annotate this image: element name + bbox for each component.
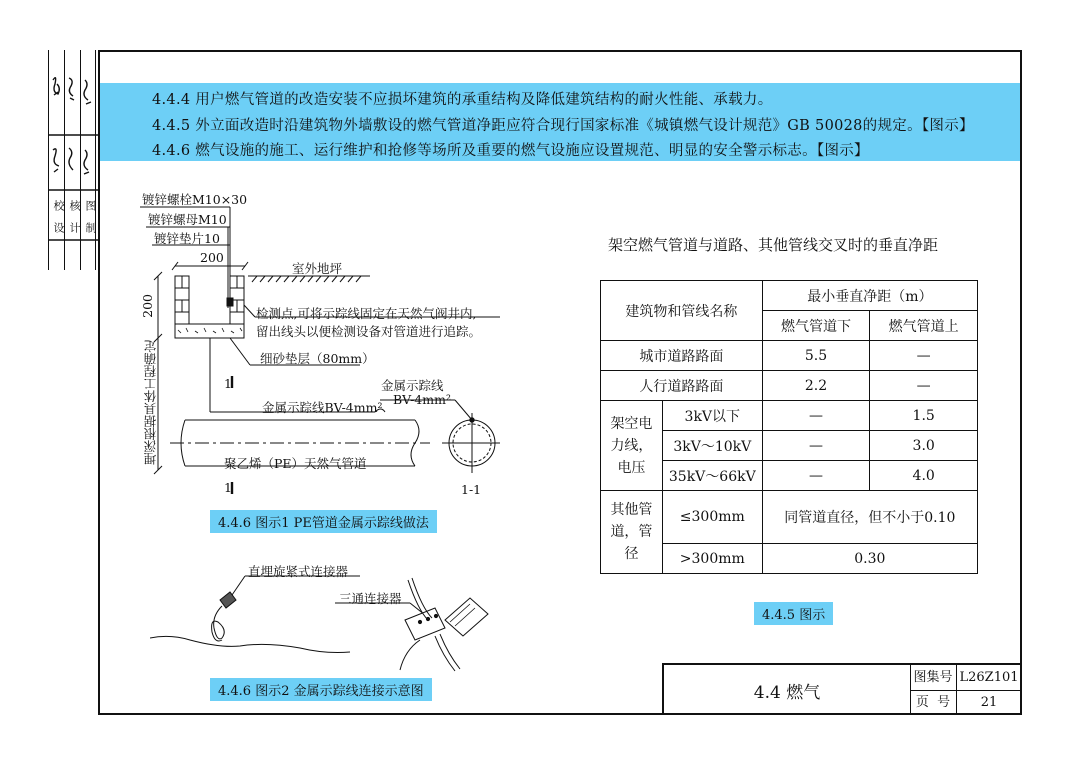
approval-label: 设 (52, 222, 65, 233)
header-min: 最小垂直净距（m） (762, 281, 977, 311)
approval-label: 制 (84, 222, 97, 233)
cell-below: 2.2 (762, 371, 870, 401)
cell-above: 1.5 (870, 401, 978, 431)
table-header-row (601, 281, 978, 311)
section-mark-top: 1 (224, 376, 232, 391)
cell-name: 3kV以下 (662, 401, 762, 431)
table-row (601, 401, 978, 431)
cell-name: >300mm (662, 544, 762, 574)
cell-above: — (870, 341, 978, 371)
label-connector-tee: 三通连接器 (339, 591, 402, 606)
cell-below: — (762, 461, 870, 491)
table-title: 架空燃气管道与道路、其他管线交叉时的垂直净距 (608, 236, 939, 254)
label-nut: 镀锌螺母M10 (148, 212, 227, 227)
cell-name: 3kV～10kV (662, 431, 762, 461)
label-tracer-right-2: BV-4mm² (393, 392, 451, 407)
clause-band (100, 83, 1020, 161)
clause-4-4-6: 4.4.6 燃气设施的施工、运行维护和抢修等场所及重要的燃气设施应设置规范、明显的安全警示标志。【图示】 (152, 143, 869, 159)
page-number: 21 (980, 695, 998, 710)
cell-above: 3.0 (870, 431, 978, 461)
cell-group-power: 架空电力线，电压 (601, 401, 663, 491)
table-row (601, 341, 978, 371)
figure1-caption: 4.4.6 图示1 PE管道金属示踪线做法 (210, 510, 437, 533)
table-row (601, 491, 978, 544)
label-tracer-right-1: 金属示踪线 (381, 378, 444, 393)
header-above: 燃气管道上 (870, 311, 978, 341)
cell-name: 人行道路路面 (601, 371, 763, 401)
cell-above: — (870, 371, 978, 401)
approval-label: 核 (68, 200, 81, 211)
cell-name: 35kV～66kV (662, 461, 762, 491)
header-name: 建筑物和管线名称 (601, 281, 763, 341)
label-connector-direct: 直埋旋紧式连接器 (248, 564, 349, 579)
dimension-height: 200 (140, 294, 155, 318)
clearance-table (600, 280, 978, 574)
approval-label: 校 (52, 200, 65, 211)
table-caption: 4.4.5 图示 (754, 602, 833, 625)
header-below: 燃气管道下 (762, 311, 870, 341)
label-tracer-left: 金属示踪线BV-4mm² (262, 400, 383, 415)
figure2-caption: 4.4.6 图示2 金属示踪线连接示意图 (210, 678, 432, 701)
section-mark-bottom: 1 (224, 480, 232, 495)
cell-group-other: 其他管道，管径 (601, 491, 663, 574)
section-label: 1-1 (461, 482, 482, 497)
clause-4-4-4: 4.4.4 用户燃气管道的改造安装不应损坏建筑的承重结构及降低建筑结构的耐火性能、承载力。 (152, 92, 773, 108)
label-checkpoint-2: 留出线头以便检测设备对管道进行追踪。 (256, 324, 482, 339)
cell-value: 0.30 (762, 544, 977, 574)
approval-strip (48, 50, 98, 270)
sheet-title: 4.4 燃气 (664, 665, 911, 715)
cell-name: ≤300mm (662, 491, 762, 544)
approval-label: 计 (68, 222, 81, 233)
atlas-number: L26Z101 (956, 665, 1022, 691)
dimension-width: 200 (200, 250, 224, 265)
clause-4-4-5: 4.4.5 外立面改造时沿建筑物外墙敷设的燃气管道净距应符合现行国家标准《城镇燃气设计规范》GB 50028的规定。【图示】 (152, 118, 974, 134)
cell-name: 城市道路路面 (601, 341, 763, 371)
atlas-label: 图集号 (910, 665, 957, 691)
label-pipe: 聚乙烯（PE）天然气管道 (224, 456, 367, 471)
title-block (662, 663, 1022, 715)
page-label: 页 号 (910, 690, 957, 715)
label-sand: 细砂垫层（80mm） (260, 351, 375, 366)
cell-below: 5.5 (762, 341, 870, 371)
table-row (601, 371, 978, 401)
label-depth: 埋深根据具体工程确定 (143, 340, 158, 465)
approval-label: 图 (84, 200, 97, 211)
label-ground: 室外地坪 (292, 261, 343, 276)
cell-below: — (762, 431, 870, 461)
signature-marks (48, 50, 98, 270)
label-checkpoint-1: 检测点,可将示踪线固定在天然气阀井内, (256, 306, 477, 321)
cell-value: 同管道直径，但不小于0.10 (762, 491, 977, 544)
label-bolt: 镀锌螺栓M10×30 (142, 192, 248, 207)
cell-below: — (762, 401, 870, 431)
cell-above: 4.0 (870, 461, 978, 491)
label-washer: 镀锌垫片10 (154, 231, 220, 246)
